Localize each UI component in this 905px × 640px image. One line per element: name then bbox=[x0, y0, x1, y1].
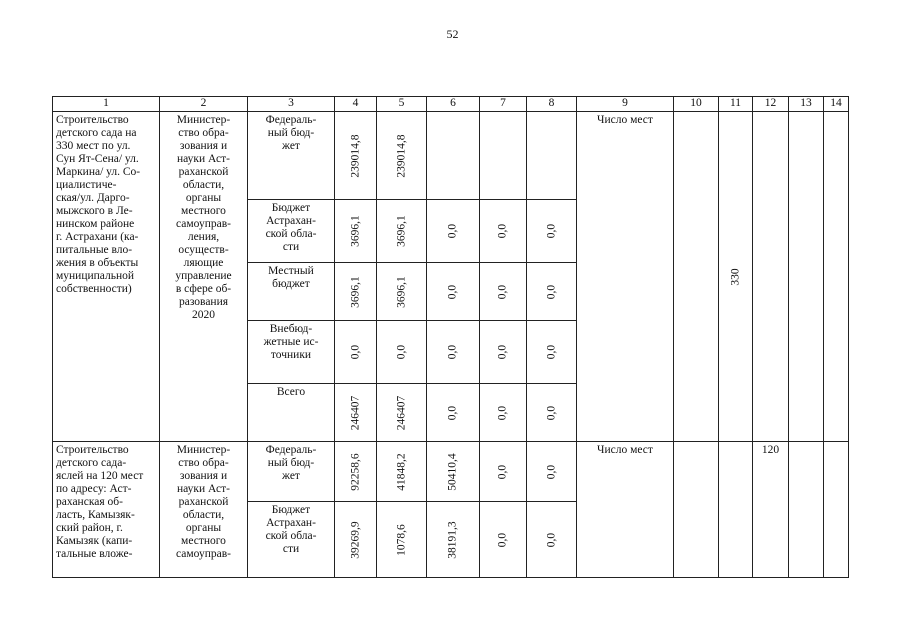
funding-source-cell-line: Астрахан- bbox=[266, 517, 316, 529]
funding-source-cell-text bbox=[248, 384, 334, 401]
value-cell-col4-text: 3696,1 bbox=[349, 215, 361, 247]
value-cell-col7 bbox=[480, 442, 527, 502]
agency-cell-line: ство обра- bbox=[178, 127, 229, 139]
funding-source-cell bbox=[248, 502, 335, 578]
object-name-cell-line: г. Астрахани (ка- bbox=[56, 231, 139, 243]
agency-cell-line: ляющие bbox=[183, 257, 224, 269]
col-header: 9 bbox=[577, 97, 674, 112]
value-cell-col6-text: 50410,4 bbox=[446, 452, 459, 491]
col11-cell-text: 330 bbox=[729, 267, 741, 286]
funding-source-cell-line: ской обла- bbox=[265, 530, 317, 542]
value-cell-col5-text: 3696,1 bbox=[395, 275, 407, 308]
col11-cell bbox=[719, 112, 753, 442]
col14-cell bbox=[824, 442, 849, 578]
object-name-cell-line: Камызяк (капи- bbox=[56, 535, 133, 547]
value-cell-col6-text: 38191,3 bbox=[446, 520, 459, 559]
value-cell-col4-text: 239014,8 bbox=[349, 133, 361, 178]
value-cell-col5 bbox=[377, 112, 427, 200]
object-name-cell-line: Сун Ят-Сена/ ул. bbox=[56, 153, 139, 165]
value-cell-col7 bbox=[480, 321, 527, 384]
agency-cell bbox=[160, 442, 248, 578]
funding-source-cell-line: жетные ис- bbox=[263, 336, 319, 348]
indicator-cell bbox=[577, 112, 674, 442]
value-cell-col7-text: 0,0 bbox=[496, 344, 509, 360]
agency-cell-line: зования и bbox=[179, 470, 228, 482]
funding-source-cell-line: ный бюд- bbox=[267, 457, 315, 469]
col10-cell bbox=[674, 442, 719, 578]
col-header: 4 bbox=[335, 97, 377, 112]
value-cell-col7-text: 0,0 bbox=[496, 223, 509, 239]
object-name-cell-text bbox=[53, 112, 159, 298]
value-cell-col7-text: 0,0 bbox=[496, 405, 509, 420]
object-name-cell-line: нинском районе bbox=[56, 218, 135, 230]
page-number: 52 bbox=[446, 27, 459, 41]
object-name-cell-line: по адресу: Аст- bbox=[56, 483, 132, 495]
col-header: 1 bbox=[53, 97, 160, 112]
value-cell-col8-text: 0,0 bbox=[545, 532, 557, 547]
funding-source-cell bbox=[248, 321, 335, 384]
object-name-cell-line: ская/ул. Дарго- bbox=[56, 192, 130, 204]
col13-cell bbox=[789, 112, 824, 442]
object-name-cell-line: Строительство bbox=[56, 444, 129, 456]
agency-cell-line: области, bbox=[182, 179, 225, 191]
col-header: 2 bbox=[160, 97, 248, 112]
funding-source-cell-line: сти bbox=[282, 543, 300, 555]
table-row bbox=[53, 112, 849, 200]
value-cell-col6 bbox=[427, 442, 480, 502]
value-cell-col6-text: 0,0 bbox=[446, 284, 459, 299]
object-name-cell bbox=[53, 112, 160, 442]
funding-source-cell-text bbox=[248, 321, 334, 364]
col-header: 12 bbox=[753, 97, 789, 112]
value-cell-col6-text: 0,0 bbox=[446, 344, 459, 360]
col14-cell bbox=[824, 112, 849, 442]
funding-source-cell-line: бюджет bbox=[272, 278, 310, 290]
agency-cell-line: науки Аст- bbox=[176, 483, 231, 495]
agency-cell-line: Министер- bbox=[176, 114, 231, 126]
value-cell-col6 bbox=[427, 200, 480, 263]
value-cell-col5 bbox=[377, 502, 427, 578]
agency-cell bbox=[160, 112, 248, 442]
agency-cell-line: органы bbox=[185, 192, 222, 204]
object-name-cell-line: Строительство bbox=[56, 114, 129, 126]
value-cell-col6 bbox=[427, 112, 480, 200]
funding-source-cell-line: ской обла- bbox=[265, 228, 317, 240]
funding-source-cell-text bbox=[248, 112, 334, 155]
value-cell-col5 bbox=[377, 200, 427, 263]
funding-source-cell-line: Федераль- bbox=[265, 114, 317, 126]
col12-text bbox=[753, 112, 788, 116]
agency-cell-line: местного bbox=[181, 535, 226, 547]
funding-source-cell-line: Астрахан- bbox=[266, 215, 316, 227]
value-cell-col7 bbox=[480, 502, 527, 578]
agency-cell-line: ления, bbox=[187, 231, 220, 243]
agency-cell-text bbox=[160, 112, 247, 324]
funding-source-cell bbox=[248, 200, 335, 263]
funding-source-cell-text bbox=[248, 200, 334, 256]
agency-cell-line: разования bbox=[178, 296, 229, 308]
agency-cell-line: в сфере об- bbox=[175, 283, 232, 295]
object-name-cell-line: жения в объекты bbox=[56, 257, 139, 269]
object-name-cell-line: ласть, Камызяк- bbox=[56, 509, 135, 521]
funding-source-cell bbox=[248, 384, 335, 442]
object-name-cell-text bbox=[53, 442, 159, 563]
funding-source-cell bbox=[248, 112, 335, 200]
agency-cell-line: Министер- bbox=[176, 444, 231, 456]
funding-source-cell-line: Бюджет bbox=[271, 202, 311, 214]
value-cell-col8 bbox=[527, 112, 577, 200]
object-name-cell-line: ский район, г. bbox=[56, 522, 123, 534]
value-cell-col7-text: 0,0 bbox=[496, 284, 509, 299]
value-cell-col6-text: 0,0 bbox=[446, 405, 459, 420]
object-name-cell-line: питальные вло- bbox=[56, 244, 133, 256]
agency-cell-line: самоуправ- bbox=[176, 548, 231, 560]
value-cell-col8 bbox=[527, 442, 577, 502]
value-cell-col5-text: 0,0 bbox=[395, 344, 407, 360]
col-header: 3 bbox=[248, 97, 335, 112]
agency-cell-line: местного bbox=[181, 205, 226, 217]
indicator-text: Число мест bbox=[597, 114, 653, 126]
agency-cell-line: управление bbox=[175, 270, 232, 282]
funding-source-cell-line: Внебюд- bbox=[269, 323, 313, 335]
col-header: 10 bbox=[674, 97, 719, 112]
object-name-cell-line: собственности) bbox=[56, 283, 132, 295]
value-cell-col4-text: 92258,6 bbox=[349, 452, 361, 491]
col12-cell bbox=[753, 112, 789, 442]
object-name-cell-line: 330 мест по ул. bbox=[56, 140, 131, 152]
value-cell-col8 bbox=[527, 384, 577, 442]
col-header: 5 bbox=[377, 97, 427, 112]
value-cell-col6 bbox=[427, 321, 480, 384]
value-cell-col4 bbox=[335, 112, 377, 200]
value-cell-col8 bbox=[527, 263, 577, 321]
object-name-cell-line: яслей на 120 мест bbox=[56, 470, 144, 482]
funding-source-cell-text bbox=[248, 442, 334, 485]
col-header: 7 bbox=[480, 97, 527, 112]
funding-source-cell-line: сти bbox=[282, 241, 300, 253]
agency-cell-line: раханской bbox=[178, 496, 229, 508]
indicator-cell bbox=[577, 442, 674, 578]
value-cell-col8-text: 0,0 bbox=[545, 464, 557, 479]
value-cell-col8-text: 0,0 bbox=[545, 344, 557, 360]
object-name-cell-line: Маркина/ ул. Со- bbox=[56, 166, 141, 178]
value-cell-col4 bbox=[335, 263, 377, 321]
value-cell-col4 bbox=[335, 321, 377, 384]
col10-cell bbox=[674, 112, 719, 442]
value-cell-col6 bbox=[427, 384, 480, 442]
object-name-cell-line: детского сада на bbox=[56, 127, 137, 139]
value-cell-col8 bbox=[527, 502, 577, 578]
value-cell-col7 bbox=[480, 200, 527, 263]
col-header: 11 bbox=[719, 97, 753, 112]
value-cell-col4 bbox=[335, 502, 377, 578]
agency-cell-line: самоуправ- bbox=[176, 218, 231, 230]
col-header: 6 bbox=[427, 97, 480, 112]
object-name-cell-line: мыжского в Ле- bbox=[56, 205, 133, 217]
value-cell-col5-text: 1078,6 bbox=[395, 523, 407, 556]
table-row bbox=[53, 442, 849, 502]
funding-source-cell-line: жет bbox=[282, 470, 300, 482]
agency-cell-line: 2020 bbox=[192, 309, 215, 321]
value-cell-col4 bbox=[335, 200, 377, 263]
object-name-cell-line: муниципальной bbox=[56, 270, 135, 282]
indicator-text: Число мест bbox=[597, 444, 653, 456]
agency-cell-line: области, bbox=[182, 509, 225, 521]
value-cell-col8-text: 0,0 bbox=[545, 405, 557, 420]
value-cell-col4-text: 3696,1 bbox=[349, 275, 361, 308]
header-row bbox=[53, 97, 849, 112]
value-cell-col5-text: 246407 bbox=[395, 395, 407, 430]
agency-cell-text bbox=[160, 442, 247, 563]
col-header: 8 bbox=[527, 97, 577, 112]
col-header: 14 bbox=[824, 97, 849, 112]
object-name-cell-line: детского сада- bbox=[56, 457, 127, 469]
value-cell-col5-text: 3696,1 bbox=[395, 215, 407, 247]
object-name-cell-line: тальные вложе- bbox=[56, 548, 133, 560]
funding-source-cell bbox=[248, 263, 335, 321]
value-cell-col6-text: 0,0 bbox=[446, 223, 459, 239]
value-cell-col7-text: 0,0 bbox=[496, 464, 509, 479]
value-cell-col5 bbox=[377, 263, 427, 321]
funding-source-cell-text bbox=[248, 502, 334, 558]
col-header: 13 bbox=[789, 97, 824, 112]
agency-cell-line: зования и bbox=[179, 140, 228, 152]
agency-cell-line: ство обра- bbox=[178, 457, 229, 469]
table-body bbox=[53, 112, 849, 578]
funding-source-cell-line: Федераль- bbox=[265, 444, 317, 456]
value-cell-col7 bbox=[480, 263, 527, 321]
value-cell-col7 bbox=[480, 112, 527, 200]
value-cell-col5 bbox=[377, 384, 427, 442]
col12-text: 120 bbox=[761, 444, 780, 456]
funding-source-cell bbox=[248, 442, 335, 502]
value-cell-col8 bbox=[527, 200, 577, 263]
object-name-cell bbox=[53, 442, 160, 578]
agency-cell-line: органы bbox=[185, 522, 222, 534]
value-cell-col6 bbox=[427, 502, 480, 578]
object-name-cell-line: раханская об- bbox=[56, 496, 123, 508]
funding-source-cell-line: Бюджет bbox=[271, 504, 311, 516]
value-cell-col5 bbox=[377, 442, 427, 502]
col12-cell bbox=[753, 442, 789, 578]
value-cell-col5-text: 41848,2 bbox=[395, 452, 407, 491]
value-cell-col5 bbox=[377, 321, 427, 384]
value-cell-col4-text: 0,0 bbox=[349, 344, 361, 360]
budget-table bbox=[52, 96, 849, 578]
value-cell-col7-text: 0,0 bbox=[496, 532, 509, 547]
funding-source-cell-line: ный бюд- bbox=[267, 127, 315, 139]
value-cell-col5-text: 239014,8 bbox=[395, 133, 407, 178]
funding-source-cell-line: Всего bbox=[276, 386, 306, 398]
agency-cell-line: раханской bbox=[178, 166, 229, 178]
funding-source-cell-text bbox=[248, 263, 334, 293]
col11-cell bbox=[719, 442, 753, 578]
object-name-cell-line: циалистиче- bbox=[56, 179, 117, 191]
funding-source-cell-line: жет bbox=[282, 140, 300, 152]
value-cell-col6 bbox=[427, 263, 480, 321]
agency-cell-line: науки Аст- bbox=[176, 153, 231, 165]
value-cell-col4 bbox=[335, 442, 377, 502]
value-cell-col4 bbox=[335, 384, 377, 442]
value-cell-col7 bbox=[480, 384, 527, 442]
col13-cell bbox=[789, 442, 824, 578]
value-cell-col8-text: 0,0 bbox=[545, 284, 557, 299]
agency-cell-line: осуществ- bbox=[178, 244, 229, 256]
value-cell-col4-text: 39269,9 bbox=[349, 520, 361, 559]
value-cell-col8-text: 0,0 bbox=[545, 223, 557, 239]
funding-source-cell-line: точники bbox=[270, 349, 312, 361]
value-cell-col8 bbox=[527, 321, 577, 384]
value-cell-col4-text: 246407 bbox=[349, 395, 361, 430]
funding-source-cell-line: Местный bbox=[268, 265, 314, 277]
